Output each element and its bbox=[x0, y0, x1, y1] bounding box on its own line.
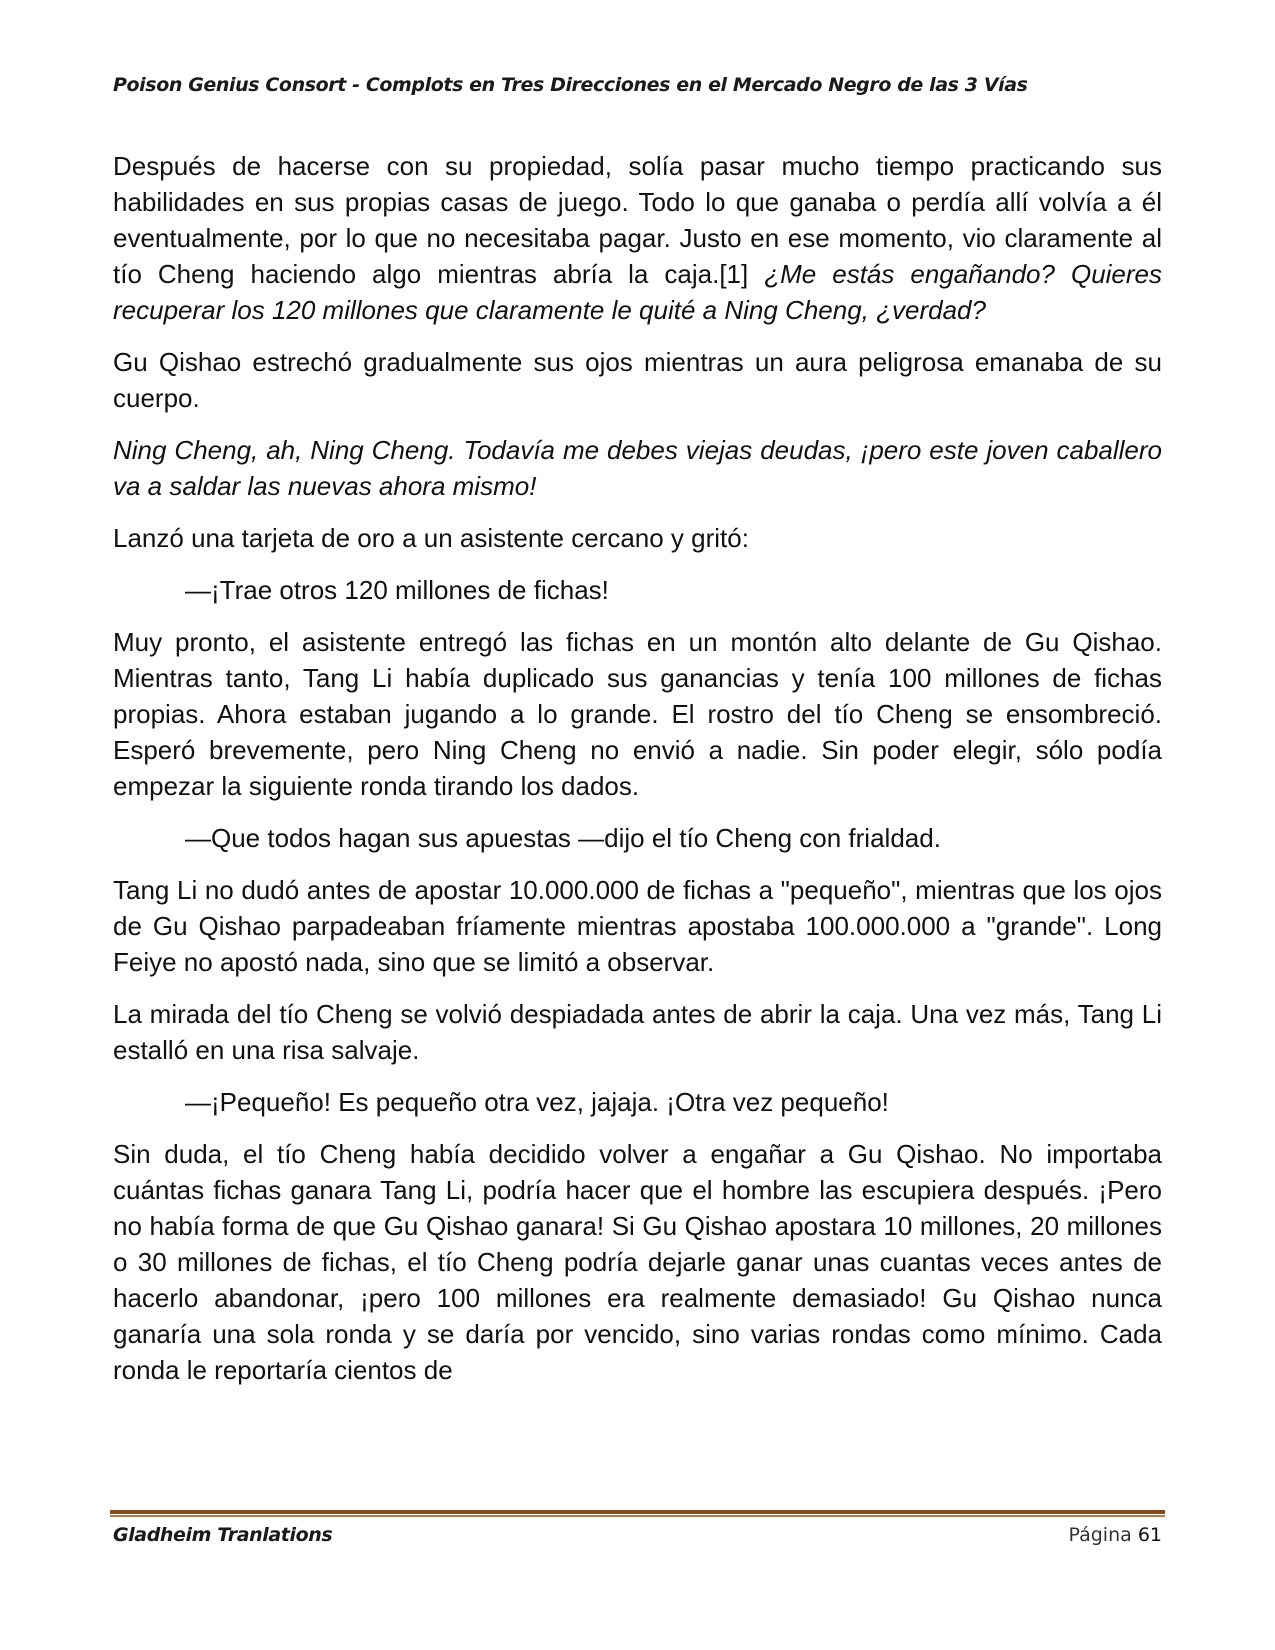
dialogue-line: —¡Trae otros 120 millones de fichas! bbox=[185, 575, 609, 605]
paragraph bbox=[113, 148, 1162, 328]
footer-divider bbox=[110, 1510, 1165, 1517]
paragraph-text: Después de hacerse con su propiedad, solía pasar mucho tiempo practicando sus habilidades en sus propias casas de juego. Todo lo que ganaba o perdía allí volvía a él eventualmente, por lo que no necesitaba pagar. Justo en ese momento, vio claramente al tío Cheng haciendo algo mientras abría la caja.[1] bbox=[113, 151, 1162, 289]
page-number: 61 bbox=[1137, 1524, 1162, 1546]
page-body bbox=[113, 148, 1162, 1404]
dialogue-line: —¡Pequeño! Es pequeño otra vez, jajaja. ¡Otra vez pequeño! bbox=[185, 1087, 889, 1117]
paragraph: La mirada del tío Cheng se volvió despiadada antes de abrir la caja. Una vez más, Tang Li estalló en una risa salvaje. bbox=[113, 999, 1162, 1065]
page-header: Poison Genius Consort - Complots en Tres Direcciones en el Mercado Negro de las 3 Vías bbox=[113, 74, 1028, 96]
paragraph: Muy pronto, el asistente entregó las fichas en un montón alto delante de Gu Qishao. Mientras tanto, Tang Li había duplicado sus ganancias y tenía 100 millones de fichas propias. Ahora estaban jugando a lo grande. El rostro del tío Cheng se ensombreció. Esperó brevemente, pero Ning Cheng no envió a nadie. Sin poder elegir, sólo podía empezar la siguiente ronda tirando los dados. bbox=[113, 627, 1162, 801]
page-label: Página bbox=[1068, 1524, 1132, 1546]
footer-credit: Gladheim Tranlations bbox=[113, 1524, 333, 1546]
paragraph-thought: Ning Cheng, ah, Ning Cheng. Todavía me debes viejas deudas, ¡pero este joven caballero va a saldar las nuevas ahora mismo! bbox=[113, 435, 1162, 501]
paragraph: Tang Li no dudó antes de apostar 10.000.000 de fichas a "pequeño", mientras que los ojos de Gu Qishao parpadeaban fríamente mientras apostaba 100.000.000 a "grande". Long Feiye no apostó nada, sino que se limitó a observar. bbox=[113, 875, 1162, 977]
paragraph: Gu Qishao estrechó gradualmente sus ojos mientras un aura peligrosa emanaba de su cuerpo. bbox=[113, 347, 1162, 413]
paragraph: Lanzó una tarjeta de oro a un asistente cercano y gritó: bbox=[113, 523, 749, 553]
page-number-label bbox=[1068, 1524, 1162, 1546]
footer-divider-thin bbox=[110, 1515, 1165, 1517]
dialogue-line: —Que todos hagan sus apuestas —dijo el tío Cheng con frialdad. bbox=[185, 823, 941, 853]
paragraph: Sin duda, el tío Cheng había decidido volver a engañar a Gu Qishao. No importaba cuántas fichas ganara Tang Li, podría hacer que el hombre las escupiera después. ¡Pero no había forma de que Gu Qishao ganara! Si Gu Qishao apostara 10 millones, 20 millones o 30 millones de fichas, el tío Cheng podría dejarle ganar unas cuantas veces antes de hacerlo abandonar, ¡pero 100 millones era realmente demasiado! Gu Qishao nunca ganaría una sola ronda y se daría por vencido, sino varias rondas como mínimo. Cada ronda le reportaría cientos de bbox=[113, 1139, 1162, 1385]
paragraph-thought: ¿Me estás engañando? Quieres recuperar los 120 millones que claramente le quité a Ning Cheng, ¿verdad? bbox=[113, 259, 1163, 325]
